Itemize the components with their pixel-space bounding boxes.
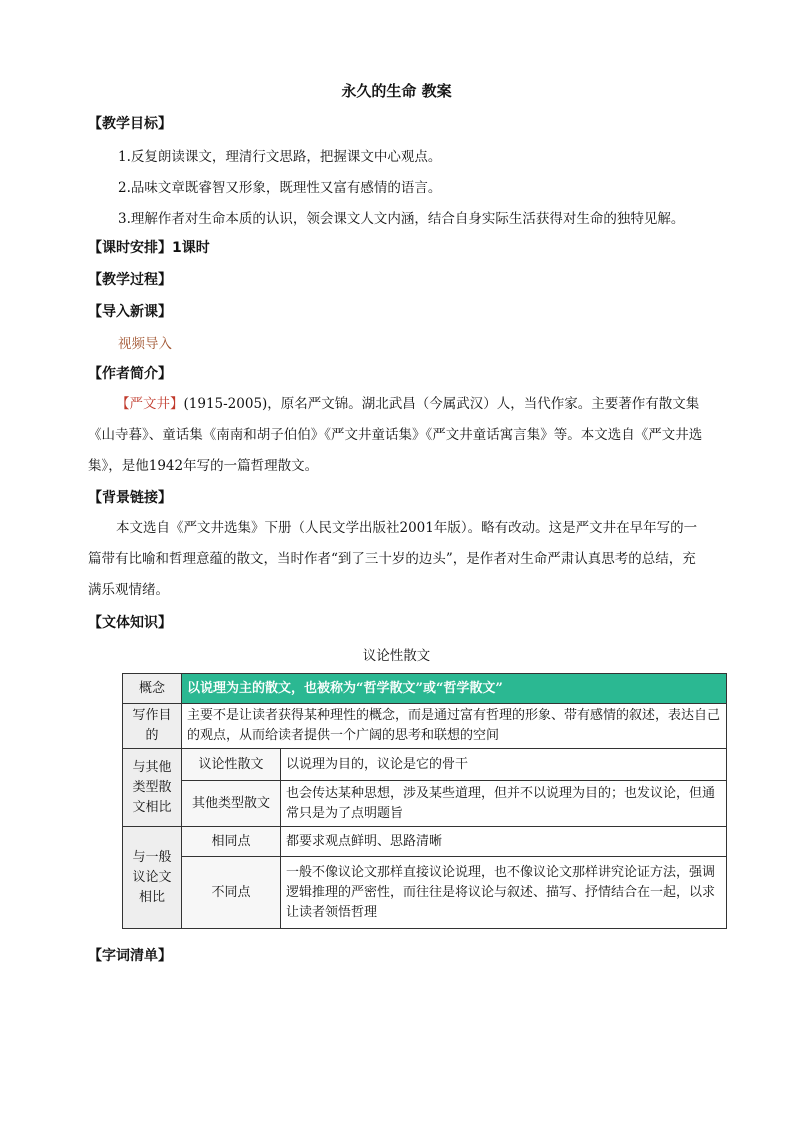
goal-item: 2.品味文章既睿智又形象，既理性又富有感情的语言。 (118, 180, 442, 196)
heading-intro: 【导入新课】 (88, 304, 172, 320)
author-paragraph (88, 389, 708, 482)
table-row (123, 827, 727, 857)
schedule-value: 1课时 (172, 240, 210, 256)
compare-essay-label: 与一般议论文相比 (123, 827, 182, 929)
author-name: 【严文井】 (116, 396, 184, 412)
genre-table (122, 673, 727, 929)
author-text: (1915-2005)，原名严文锦。湖北武昌（今属武汉）人，当代作家。主要著作有散文集《山寺暮》、童话集《南南和胡子伯伯》《严文井童话集》《严文井童话寓言集》等。本文选自《严文井选集》，是他1942年写的一篇哲理散文。 (88, 396, 703, 474)
background-text: 本文选自《严文井选集》下册（人民文学出版社2001年版）。略有改动。这是严文井在早年写的一篇带有比喻和哲理意蕴的散文，当时作者“到了三十岁的边头”，是作者对生命严肃认真思考的总结，充满乐观情绪。 (88, 520, 698, 598)
heading-schedule (88, 237, 210, 257)
table-row (123, 749, 727, 781)
argumentative-prose-value: 以说理为目的，议论是它的骨干 (281, 749, 727, 781)
argumentative-prose-label: 议论性散文 (182, 749, 281, 781)
purpose-value: 主要不是让读者获得某种理性的概念，而是通过富有哲理的形象、带有感情的叙述，表达自己的观点，从而给读者提供一个广阔的思考和联想的空间 (182, 704, 727, 749)
compare-other-label: 与其他类型散文相比 (123, 749, 182, 827)
heading-author: 【作者简介】 (88, 366, 172, 382)
diff-value: 一般不像议论文那样直接议论说理，也不像议论文那样讲究论证方法，强调逻辑推理的严密性，而往往是将议论与叙述、描写、抒情结合在一起，以求让读者领悟哲理 (281, 857, 727, 929)
table-row (123, 857, 727, 929)
heading-background: 【背景链接】 (88, 490, 172, 506)
table-row (123, 674, 727, 704)
concept-label: 概念 (123, 674, 182, 704)
heading-genre: 【文体知识】 (88, 615, 172, 631)
same-label: 相同点 (182, 827, 281, 857)
other-prose-value: 也会传达某种思想，涉及某些道理，但并不以说理为目的；也发议论，但通常只是为了点明题旨 (281, 781, 727, 827)
heading-vocab: 【字词清单】 (88, 948, 172, 964)
schedule-label: 【课时安排】 (88, 240, 172, 256)
page-title: 永久的生命 教案 (341, 82, 452, 100)
purpose-label: 写作目的 (123, 704, 182, 749)
goal-item: 3.理解作者对生命本质的认识，领会课文人文内涵，结合自身实际生活获得对生命的独特见解。 (118, 211, 685, 227)
intro-text: 视频导入 (118, 336, 172, 352)
table-row (123, 704, 727, 749)
table-row (123, 781, 727, 827)
heading-goals: 【教学目标】 (88, 116, 172, 132)
other-prose-label: 其他类型散文 (182, 781, 281, 827)
background-paragraph (88, 513, 708, 606)
goal-item: 1.反复朗读课文，理清行文思路，把握课文中心观点。 (118, 149, 442, 165)
same-value: 都要求观点鲜明、思路清晰 (281, 827, 727, 857)
diff-label: 不同点 (182, 857, 281, 929)
heading-process: 【教学过程】 (88, 272, 172, 288)
concept-value: 以说理为主的散文，也被称为“哲学散文”或“哲学散文” (182, 674, 727, 704)
table-caption: 议论性散文 (362, 648, 431, 664)
